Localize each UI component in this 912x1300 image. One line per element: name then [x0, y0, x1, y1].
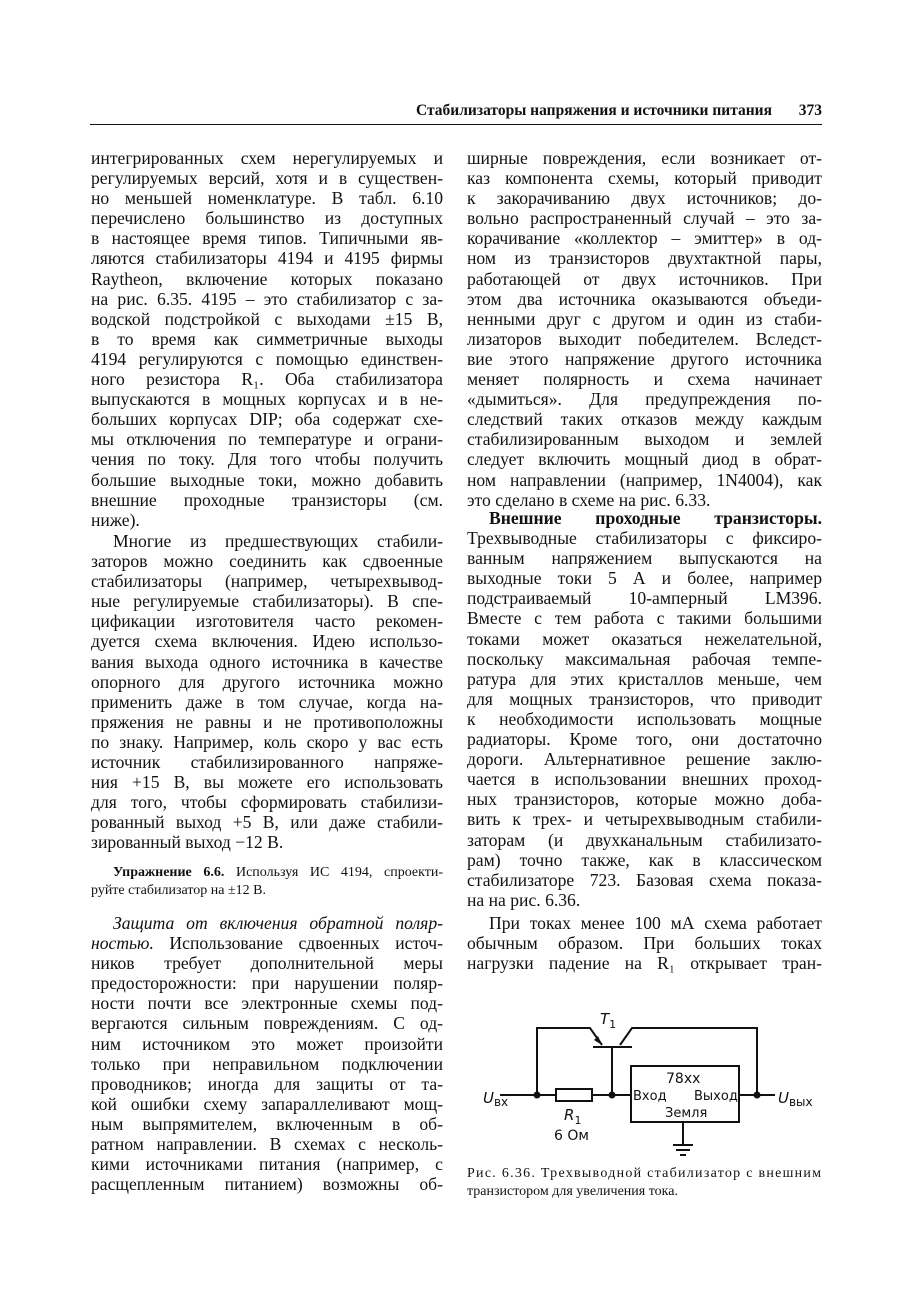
- text-line: ляются стабилизаторы 4194 и 4195 фирмы: [91, 248, 443, 269]
- figure-caption-line-1: Рис. 6.36. Трехвыводной стабилизатор с внешним: [467, 1166, 821, 1181]
- text-line: пряжения не равны и не противоположны: [91, 711, 443, 732]
- text-line: выпускаются в мощных корпусах и в не-: [91, 389, 443, 410]
- text-line: большие выходные токи, можно добавить: [91, 469, 443, 490]
- text-line: выходные токи 5 А и более, например: [467, 568, 822, 589]
- figure-caption-line-2: транзистором для увеличения тока.: [467, 1184, 678, 1199]
- text-line: ширные повреждения, если возникает от-: [467, 148, 822, 168]
- text-line: рованный выход +5 В, или даже стабили-: [91, 812, 443, 833]
- output-voltage-label: $U_{вых}$: [778, 1089, 813, 1109]
- text-line: интегрированных схем нерегулируемых и: [91, 148, 443, 168]
- text-line: дуется схема включения. Идею использо-: [91, 631, 443, 652]
- text-line: Многие из предшествующих стабили-: [113, 531, 443, 551]
- text-line: следствий таких отказов между каждым: [467, 409, 822, 430]
- text-line: в настоящее время типов. Типичными яв-: [91, 228, 443, 249]
- text-line: руйте стабилизатор на ±12 В.: [91, 883, 266, 898]
- page-number: 373: [798, 102, 822, 119]
- text-line: нагрузки падение на R₁ открывает тран-: [467, 953, 822, 974]
- text-line: При токах менее 100 мА схема работает: [489, 913, 822, 933]
- text-line: кими источниками питания (например, с: [91, 1154, 443, 1175]
- text-line: ном из транзисторов двухтактной пары,: [467, 248, 822, 269]
- text-line: на на рис. 6.36.: [467, 889, 581, 910]
- text-line: работающей от двух источников. При: [467, 268, 822, 289]
- text-line: каз компонента схемы, который приводит: [467, 168, 822, 189]
- text-line: для мощных транзисторов, что приводит: [467, 688, 822, 709]
- text-line: кой ошибки схему запараллеливают мощ-: [91, 1093, 443, 1114]
- text-line: меняет полярность и схема начинает: [467, 369, 822, 390]
- text-line: поскольку максимальная рабочая темпе-: [467, 648, 822, 669]
- text-line: лизаторов выходит победителем. Вследст-: [467, 328, 822, 349]
- text-line: чения по току. Для того чтобы получить: [91, 449, 443, 470]
- text-line: ратура для этих кристаллов меньше, чем: [467, 668, 822, 689]
- italic-run: ностью.: [91, 933, 154, 954]
- text-line: на рис. 6.35. 4195 – это стабилизатор с за-: [91, 288, 443, 309]
- text-line: вить к трех- и четырехвыводным стабили-: [467, 809, 822, 830]
- text-line: радиаторы. Кроме того, они достаточно: [467, 729, 822, 750]
- transistor-label: $T_1$: [600, 1010, 617, 1031]
- input-voltage-label: $U_{вх}$: [483, 1089, 509, 1109]
- text-line: к необходимости использовать мощные: [467, 708, 822, 729]
- text-line: ным выпрямителем, включенным в об-: [91, 1113, 443, 1134]
- text-line: но меньшей номенклатуре. В табл. 6.10: [91, 188, 443, 209]
- chip-input-pin: Вход: [633, 1089, 667, 1104]
- header-title: Стабилизаторы напряжения и источники питания: [415, 102, 772, 119]
- text-line: внешние проходные транзисторы (см.: [91, 489, 443, 510]
- text-line: ные регулируемые стабилизаторы). В спе-: [91, 591, 443, 612]
- text-line: зированный выход −12 В.: [91, 832, 284, 853]
- text-line: ванным напряжением выпускаются на: [467, 548, 822, 569]
- text-line: только при неправильном подключении: [91, 1053, 443, 1074]
- text-line: Вместе с тем работа с такими большими: [467, 608, 822, 629]
- text-line: применить даже в том случае, когда на-: [91, 691, 443, 712]
- text-line: 4194 регулируются с помощью единствен-: [91, 348, 443, 369]
- junction-dot: [609, 1092, 616, 1099]
- text-line: больших корпусах DIP; оба содержат схе-: [91, 409, 443, 430]
- text-line: ных транзисторов, которые можно доба-: [467, 789, 822, 810]
- text-line: рам) точно также, как в классическом: [467, 849, 822, 870]
- text-line: ниже).: [91, 509, 140, 530]
- resistor-label: $R_1$: [564, 1106, 582, 1127]
- text-run: Используя ИС 4194, спроекти-: [224, 865, 443, 880]
- text-line: ненными друг с другом и один из стаби-: [467, 308, 822, 329]
- text-line: предосторожности: при нарушении поляр-: [91, 973, 443, 994]
- text-line: регулируемых версий, хотя и в существен-: [91, 168, 443, 189]
- text-line: подстраиваемый 10-амперный LM396.: [467, 588, 822, 609]
- text-line: «дымиться». Для предупреждения по-: [467, 389, 822, 410]
- text-line: этом два источника оказываются объеди-: [467, 288, 822, 309]
- text-line: проводников; иногда для защиты от та-: [91, 1073, 443, 1094]
- bold-run: Упражнение 6.6.: [113, 865, 225, 880]
- text-line: вие этого напряжение другого источника: [467, 348, 822, 369]
- text-line: чается в использовании внешних проход-: [467, 769, 822, 790]
- text-line: Raytheon, включение которых показано: [91, 268, 443, 289]
- chip-output-pin: Выход: [694, 1089, 738, 1104]
- chip-name: 78xx: [666, 1071, 701, 1087]
- text-line: цификации изготовителя часто рекомен-: [91, 611, 443, 632]
- text-line: следует включить мощный диод в обрат-: [467, 449, 822, 470]
- text-line: по знаку. Например, коль скоро у вас есть: [91, 731, 443, 752]
- text-line: вергаются сильным повреждениям. С од-: [91, 1013, 443, 1034]
- text-line: ния +15 В, вы можете его использовать: [91, 772, 443, 793]
- text-line: ного резистора R₁. Оба стабилизатора: [91, 369, 443, 390]
- text-line: стабилизированным выходом и землей: [467, 429, 822, 450]
- text-line: вания выхода одного источника в качестве: [91, 651, 443, 672]
- text-line: стабилизаторе 723. Базовая схема показа-: [467, 869, 822, 890]
- text-line: ним источником это может произойти: [91, 1033, 443, 1054]
- text-line: Трехвыводные стабилизаторы с фиксиро-: [467, 528, 822, 549]
- emitter-arrow: [594, 1036, 602, 1045]
- ground-symbol: [673, 1145, 693, 1155]
- text-line: токами может оказаться нежелательной,: [467, 628, 822, 649]
- text-line: корачивание «коллектор – эмиттер» в од-: [467, 228, 822, 249]
- text-line: водской подстройкой с выходами ±15 В,: [91, 308, 443, 329]
- text-line: ности почти все электронные схемы под-: [91, 993, 443, 1014]
- italic-run: Защита от включения обратной поляр-: [113, 913, 443, 933]
- text-line: в то время как симметричные выходы: [91, 328, 443, 349]
- text-line: перечислено большинство из доступных: [91, 208, 443, 229]
- resistor-r1: [556, 1089, 592, 1101]
- text-line: стабилизаторы (например, четырехвывод-: [91, 571, 443, 592]
- resistor-value: 6 Ом: [554, 1128, 589, 1144]
- text-run: Использование сдвоенных источ-: [153, 933, 443, 954]
- junction-dot: [754, 1092, 761, 1099]
- text-line: это сделано в схеме на рис. 6.33.: [467, 489, 711, 510]
- text-line: заторов можно соединить как сдвоенные: [91, 551, 443, 572]
- text-line: ников требует дополнительной меры: [91, 953, 443, 974]
- text-line: обычным образом. При больших токах: [467, 933, 822, 954]
- text-line: источник стабилизированного напряже-: [91, 752, 443, 773]
- text-line: вольно распространенный случай – это за-: [467, 208, 822, 229]
- wire-emitter: [537, 1028, 602, 1095]
- text-line: расщепленным питанием) возможны об-: [91, 1174, 443, 1195]
- chip-ground-pin: Земля: [665, 1106, 708, 1121]
- text-line: опорного для другого источника можно: [91, 671, 443, 692]
- text-line: для того, чтобы сформировать стабилизи-: [91, 792, 443, 813]
- bold-run: Внешние проходные транзисторы.: [489, 508, 822, 528]
- text-line: дороги. Альтернативное решение заклю-: [467, 749, 822, 770]
- text-line: ратном направлении. В схемах с несколь-: [91, 1134, 443, 1155]
- junction-dot: [534, 1092, 541, 1099]
- text-line: мы отключения по температуре и ограни-: [91, 429, 443, 450]
- text-line: заторам (и двухканальным стабилизато-: [467, 829, 822, 850]
- text-line: ном направлении (например, 1N4004), как: [467, 469, 822, 490]
- text-line: к закорачиванию двух источников; до-: [467, 188, 822, 209]
